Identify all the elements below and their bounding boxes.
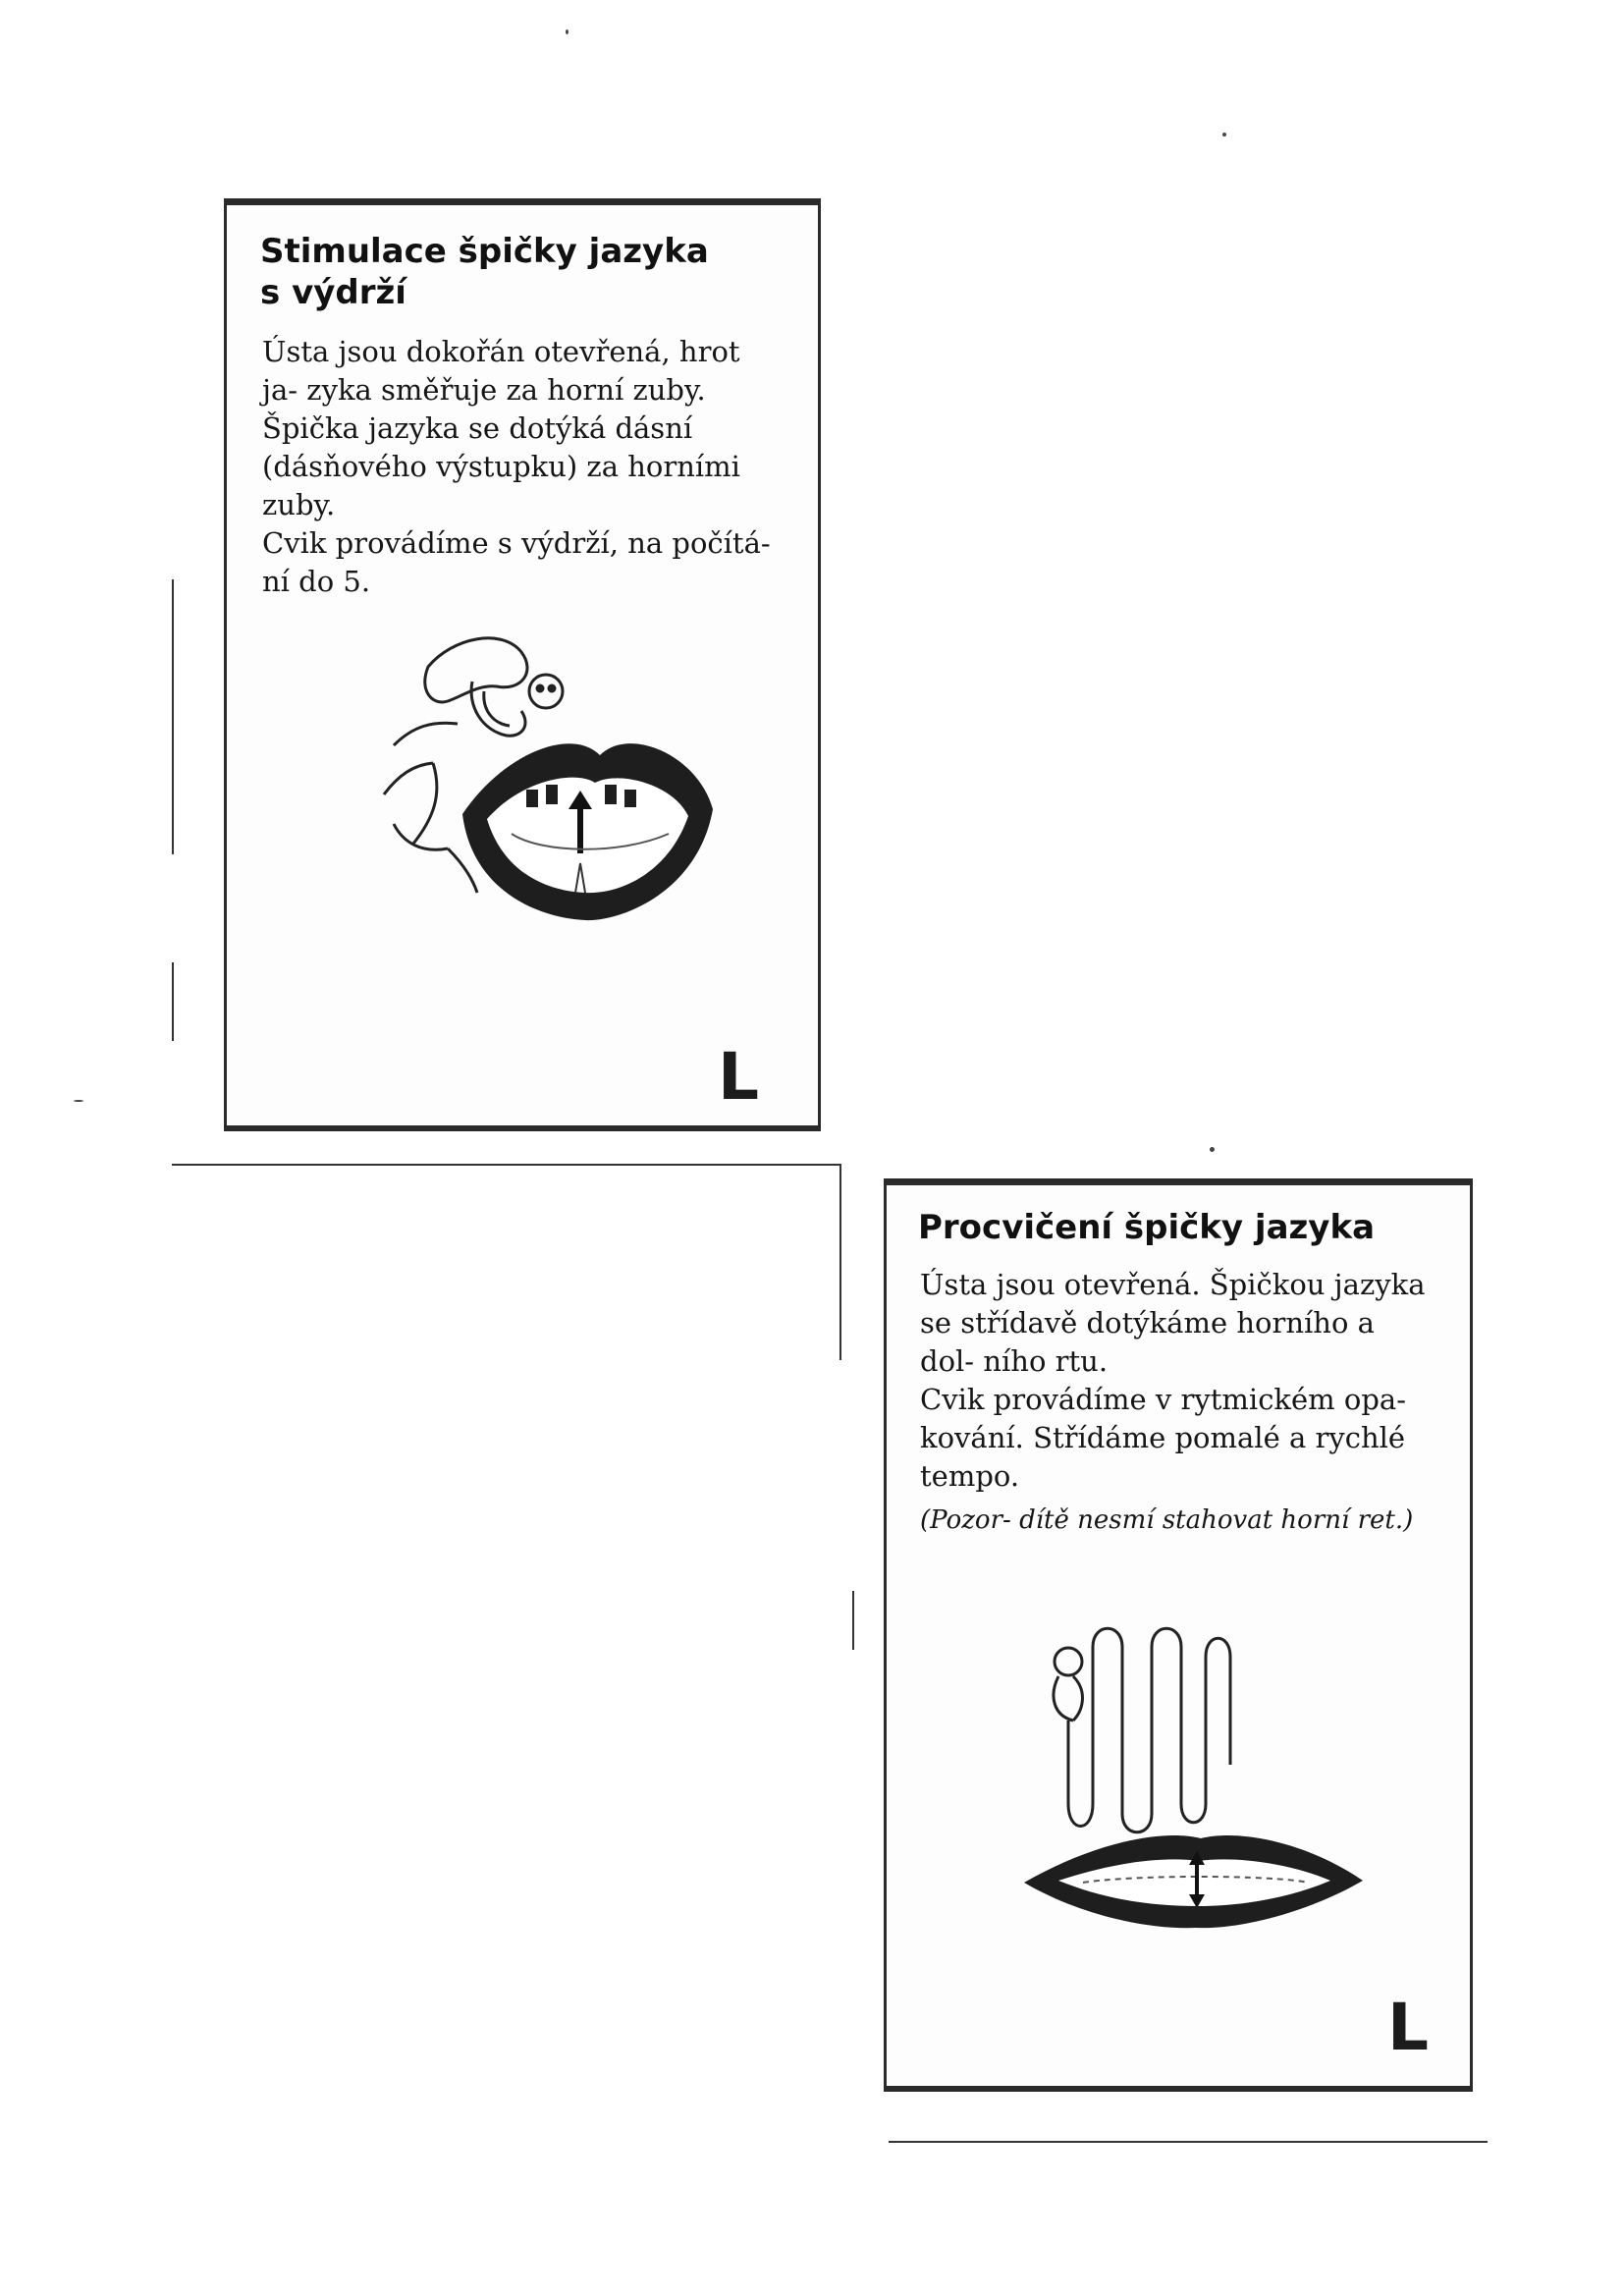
divider-line [839,1164,841,1360]
mouth-tongue-illustration [374,608,728,942]
scan-speck [1210,1147,1215,1152]
instruction-paragraph: Cvik provádíme v rytmickém opa- kování. Střídáme pomalé a rychlé tempo. [920,1383,1406,1493]
divider-line [172,962,174,1041]
card-title-line: Stimulace špičky jazyka [260,232,709,271]
instruction-paragraph: Ústa jsou dokořán otevřená, hrot ja- zyka směřuje za horní zuby. Špička jazyka se dotýká dásní (dásňového výstupku) za horními zuby. [262,335,740,521]
card-title-line: s výdrží [260,273,406,312]
exercise-card-1 [224,198,821,1131]
card-letter-l: L [718,1039,760,1115]
divider-line [172,579,174,854]
mouth-wave-illustration [1014,1617,1368,1932]
card-text [920,1266,1431,1540]
divider-line [852,1591,854,1650]
scan-speck [74,1100,83,1102]
card-text [262,333,773,601]
card-title-line: Procvičení špičky jazyka [918,1208,1376,1247]
scan-speck [1222,133,1226,137]
instruction-paragraph: Cvik provádíme s výdrží, na počítá- ní do 5. [262,526,771,598]
instruction-paragraph: Ústa jsou otevřená. Špičkou jazyka se střídavě dotýkáme horního a dol- ního rtu. [920,1268,1426,1378]
divider-line [172,1164,839,1166]
divider-line [889,2141,1488,2143]
warning-note: (Pozor- dítě nesmí stahovat horní ret.) [920,1505,1414,1535]
card-title [260,231,709,313]
card-title [918,1207,1375,1248]
card-letter-l: L [1387,1990,1430,2065]
exercise-card-2 [884,1178,1473,2092]
scan-speck [566,29,568,34]
